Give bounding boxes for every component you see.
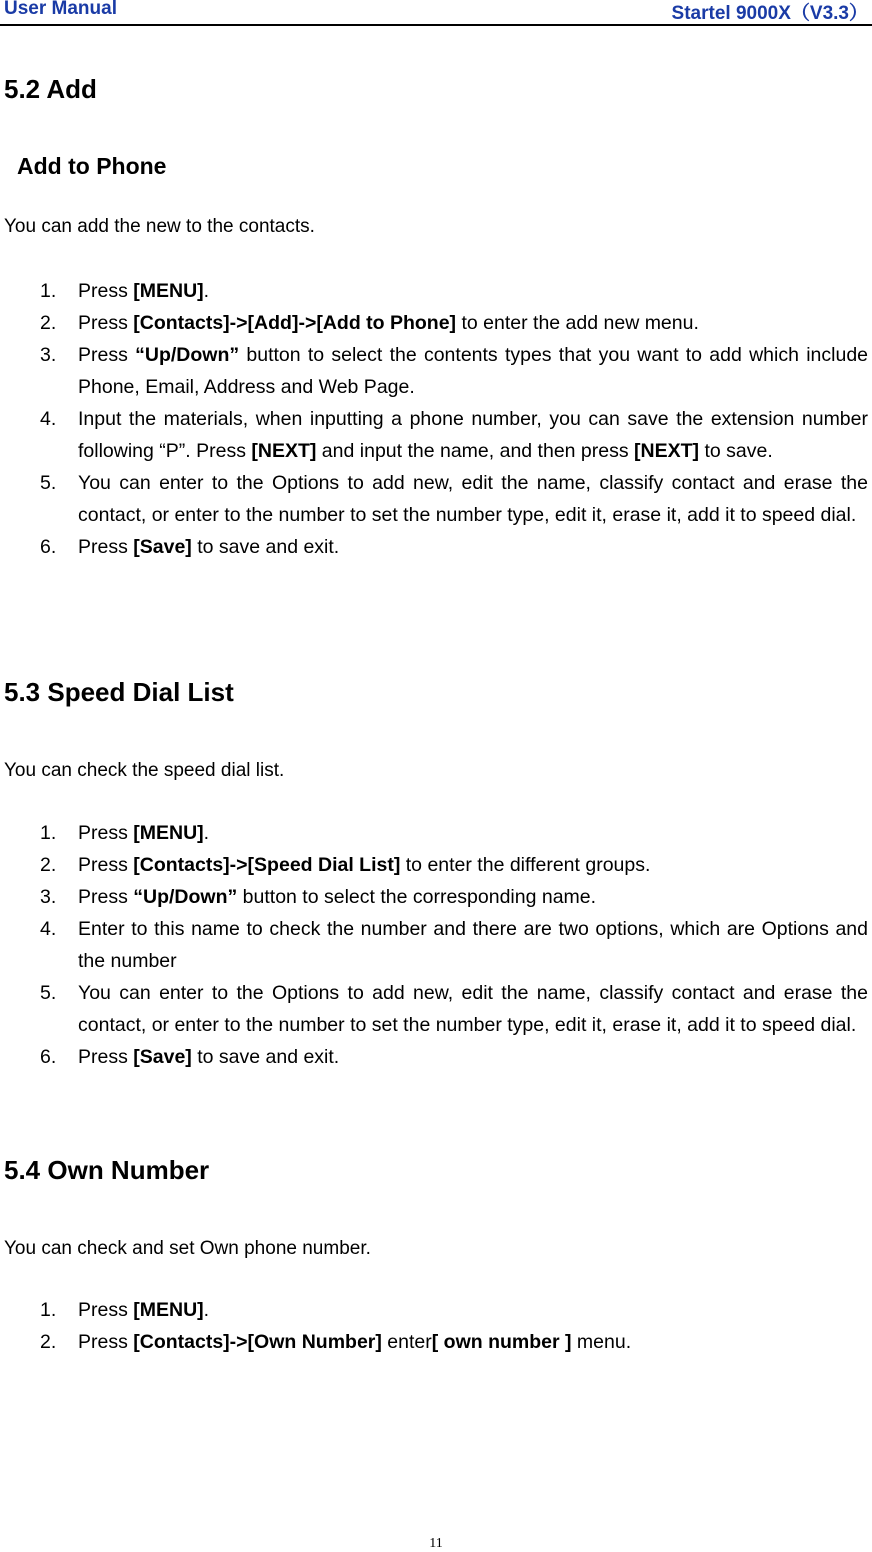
list-item: 1. Press [MENU].	[40, 1299, 210, 1321]
list-item: 2. Press [Contacts]->[Own Number] enter[ own number ] menu.	[40, 1331, 632, 1353]
list-item: 4. Input the materials, when inputting a phone number, you can save the extension number following “P”. Press [NEXT] and input the name, and then press [NEXT] to save.	[40, 408, 868, 462]
list-item: 4. Enter to this name to check the number and there are two options, which are Options and the number	[40, 918, 868, 972]
list-item: 5. You can enter to the Options to add new, edit the name, classify contact and erase the contact, or enter to the number to set the number type, edit it, erase it, add it to speed dial.	[40, 472, 868, 526]
steps-add	[0, 275, 868, 563]
list-item: 3. Press “Up/Down” button to select the corresponding name.	[40, 886, 597, 908]
section-heading-speed-dial: 5.3 Speed Dial List	[4, 677, 234, 707]
steps-own-number	[0, 1294, 868, 1358]
list-item: 2. Press [Contacts]->[Speed Dial List] to enter the different groups.	[40, 854, 651, 876]
section-heading-add: 5.2 Add	[4, 74, 97, 104]
intro-speed-dial: You can check the speed dial list.	[4, 760, 285, 781]
page-number: 11	[429, 1536, 443, 1551]
list-item: 6. Press [Save] to save and exit.	[40, 1046, 340, 1068]
list-item: 1. Press [MENU].	[40, 280, 210, 302]
section-heading-own-number: 5.4 Own Number	[4, 1155, 210, 1185]
list-item: 3. Press “Up/Down” button to select the contents types that you want to add which include Phone, Email, Address and Web Page.	[40, 344, 869, 398]
page-header	[0, 0, 872, 26]
header-title: User Manual	[4, 0, 117, 19]
header-product: Startel 9000X（V3.3）	[671, 3, 868, 24]
list-item: 2. Press [Contacts]->[Add]->[Add to Phone] to enter the add new menu.	[40, 312, 699, 334]
subheading-add-to-phone: Add to Phone	[17, 153, 167, 179]
list-item: 6. Press [Save] to save and exit.	[40, 536, 340, 558]
intro-own-number: You can check and set Own phone number.	[4, 1238, 371, 1259]
list-item: 1. Press [MENU].	[40, 822, 210, 844]
intro-add: You can add the new to the contacts.	[4, 216, 315, 237]
steps-speed-dial	[0, 817, 868, 1073]
list-item: 5. You can enter to the Options to add new, edit the name, classify contact and erase the contact, or enter to the number to set the number type, edit it, erase it, add it to speed dial.	[40, 982, 868, 1036]
